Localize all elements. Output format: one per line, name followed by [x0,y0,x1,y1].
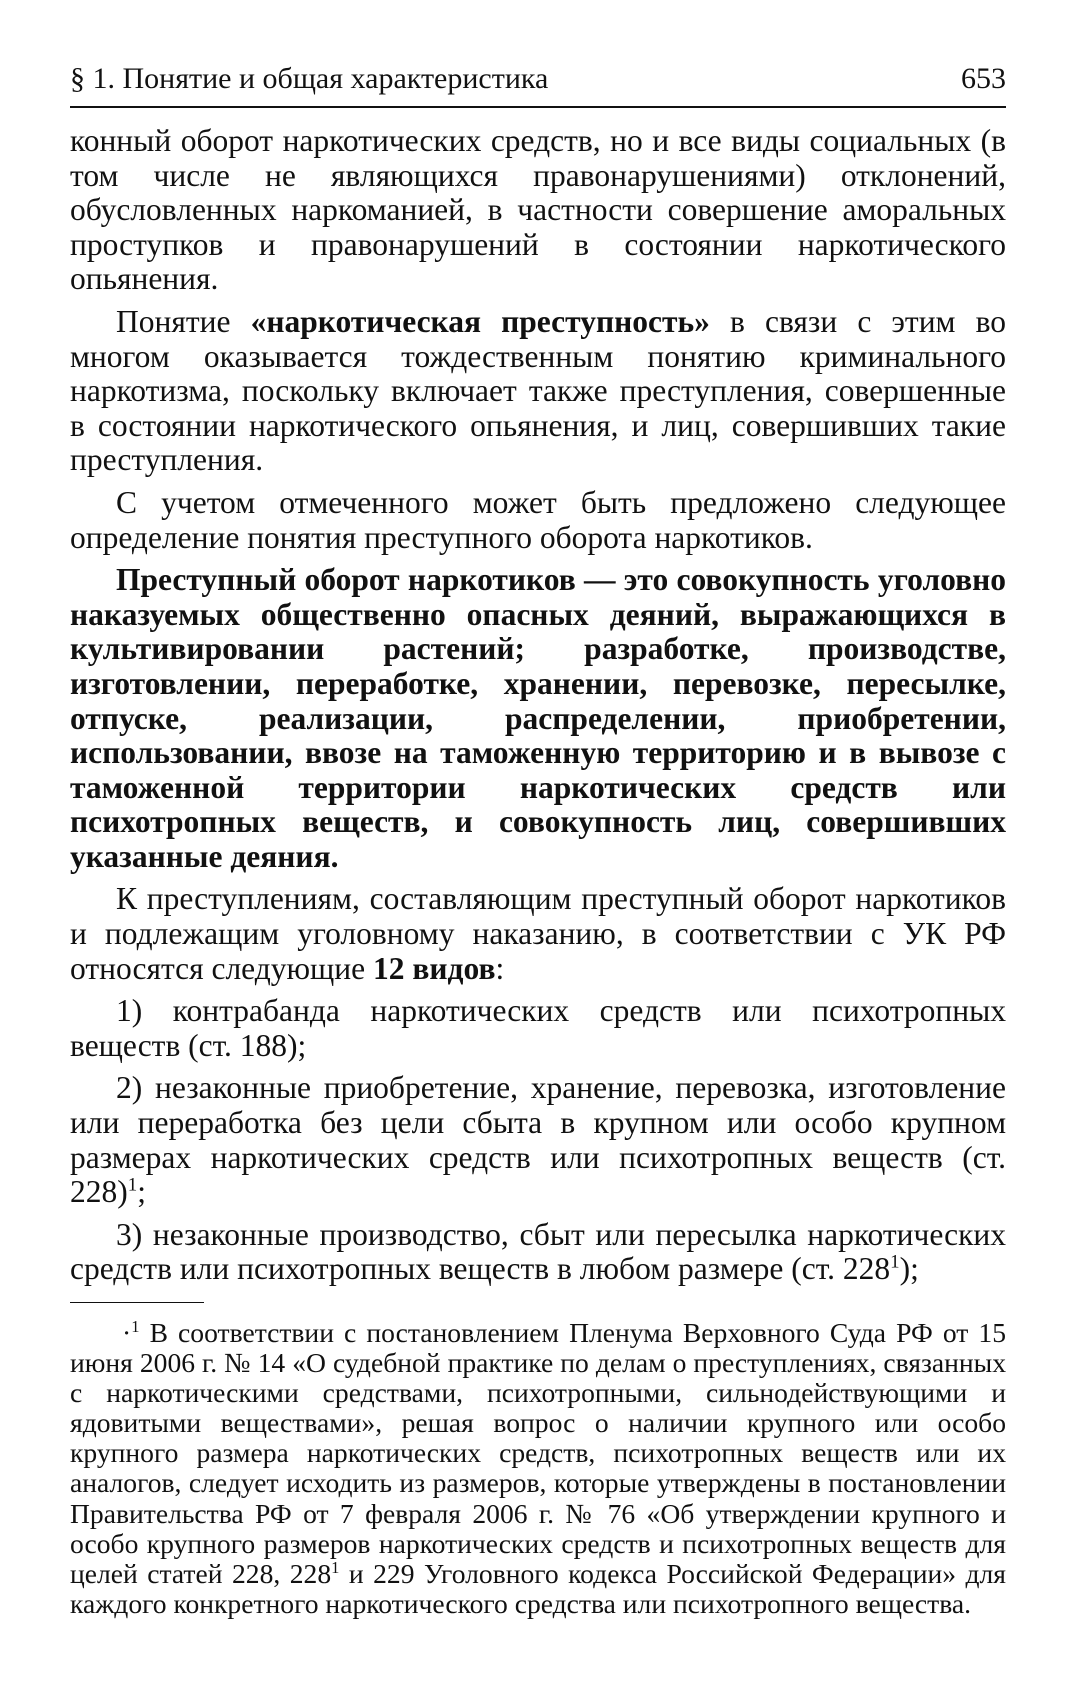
text-run: 2) незаконные приобретение, хранение, перевозка, изготовление или переработка без цели сбыта в крупном или особо крупном размерах наркотических средств или психотропных веществ (ст. 228) [70,1070,1006,1210]
footnote-text [70,1318,1006,1619]
bold-definition: Преступный оборот наркотиков — это совокупность уголовно наказуемых общественно опасных деяний, выражающихся в культивировании растений; разработке, производстве, изготовлении, переработке, хранении, перевозке, пересылке, отпуске, реализации, распределении, приобретении, использовании, ввозе на таможенную территорию и в вывозе с таможенной территории наркотических средств или психотропных веществ, и совокупность лиц, совершивших указанные деяния. [70,562,1006,874]
paragraph: конный оборот наркотических средств, но и все виды социальных (в том числе не являющихся правонарушениями) отклонений, обусловленных наркоманией, в частности совершение аморальных проступков и правонарушений в состоянии наркотического опьянения. [70,123,1006,297]
text-run: в связи с этим во многом оказывается тождественным понятию криминального наркотизма, поскольку включает также преступления, совершенные в состоянии наркотического опьянения, и лиц, совершивших такие преступления. [70,303,1007,478]
definition-paragraph [70,563,1006,874]
footnote-reference: 1 [127,1174,138,1196]
list-item: 1) контрабанда наркотических средств или психотропных веществ (ст. 188); [70,993,1006,1063]
text-run: К преступлениям, составляющим преступный оборот наркотиков и подлежащим уголовному наказанию, в соответствии с УК РФ относятся следующие [70,881,1006,986]
text-run: В соответствии с постановлением Пленума Верховного Суда РФ от 15 июня 2006 г. № 14 «О судебной практике по делам о преступлениях, связанных с наркотическими средствами, психотропными, сильнодействующими и ядовитыми веществами», решая вопрос о наличии крупного или особо крупного размера наркотических средств, психотропных веществ или их аналогов, следует исходить из размеров, которые утверждены в постановлении Правительства РФ от 7 февраля 2006 г. № 76 «Об утверждении крупного и особо крупного размеров наркотических средств и психотропных веществ для целей статей 228, 228 [70,1317,1006,1589]
page-number: 653 [961,62,1006,95]
paragraph [70,305,1006,478]
text-run: : [495,950,505,986]
text-run: ); [899,1251,919,1287]
paragraph [70,882,1006,986]
main-text [70,124,1006,1287]
footnote-divider [70,1302,204,1303]
section-title: § 1. Понятие и общая характеристика [70,62,549,95]
text-run: Понятие [116,303,251,339]
text-run: 3) незаконные производство, сбыт или пересылка наркотических средств или психотропных веществ в любом размере (ст. 228 [70,1216,1006,1287]
bold-term: «наркотическая преступность» [250,303,710,339]
footnote [70,1318,1006,1619]
running-header [70,62,1006,108]
text-run: и 229 Уголовного кодекса Российской Федерации» для каждого конкретного наркотического средства или психотропного вещества. [70,1557,1006,1619]
list-item [70,1071,1006,1209]
footnote-number: 1 [131,1316,140,1336]
superscript: 1 [890,1251,900,1273]
text-run: ; [137,1174,146,1210]
paragraph: С учетом отмеченного может быть предложено следующее определение понятия преступного оборота наркотиков. [70,484,1006,555]
list-item [70,1218,1006,1287]
footnote-dot: · [122,1317,132,1348]
bold-term: 12 видов [373,950,496,986]
superscript: 1 [331,1557,340,1577]
